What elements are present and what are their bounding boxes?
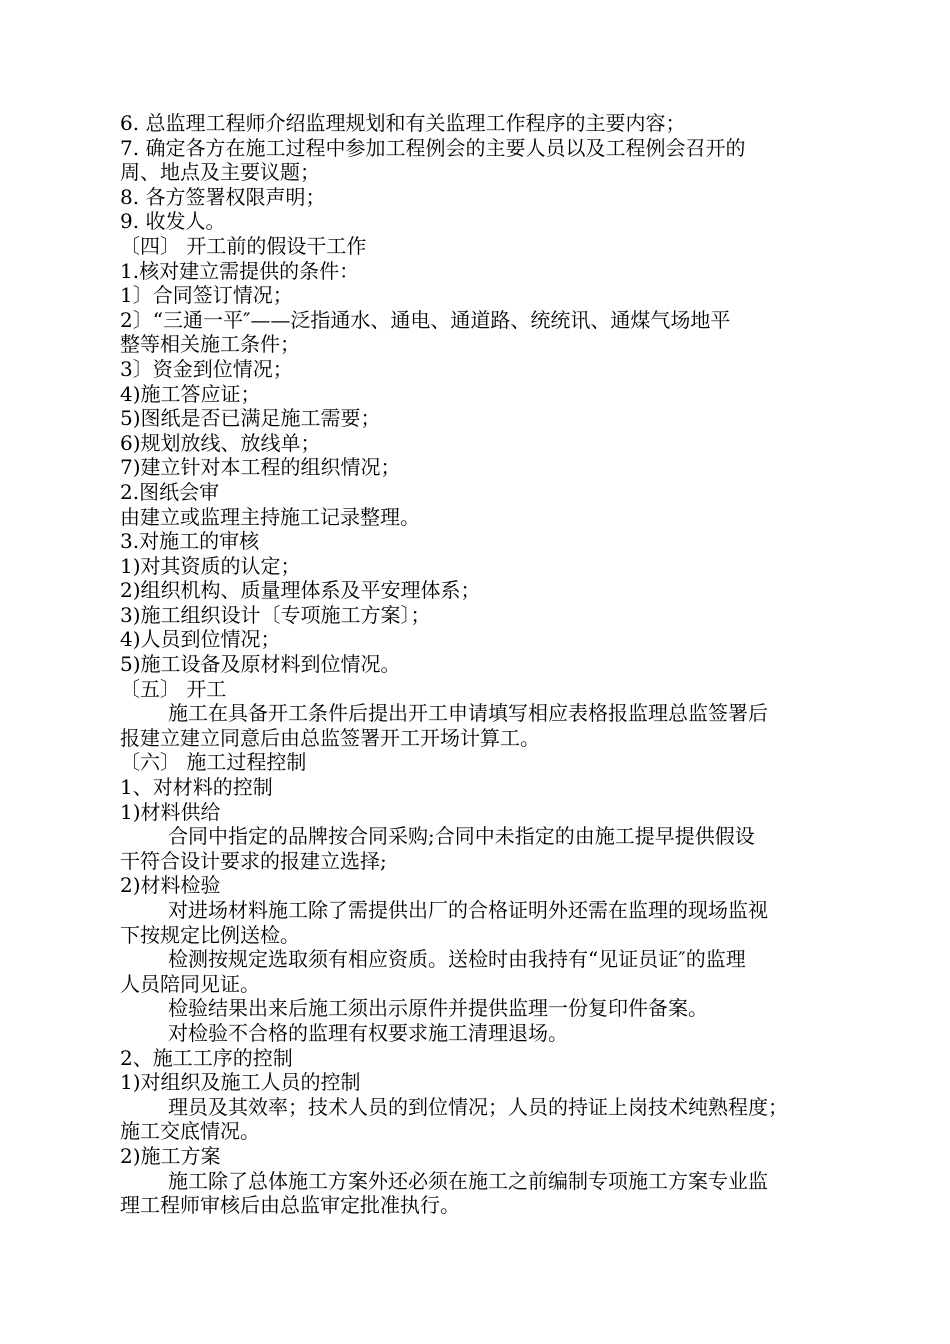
text-line: 检验结果出来后施工须出示原件并提供监理一份复印件备案。 — [168, 996, 708, 1021]
text-line: 1)对其资质的认定； — [120, 553, 301, 578]
text-line: 8. 各方签署权限声明； — [120, 184, 326, 209]
text-line: 人员陪同见证。 — [120, 971, 260, 996]
text-line: 理工程师审核后由总监审定批准执行。 — [120, 1193, 460, 1218]
text-line: 对检验不合格的监理有权要求施工清理退场。 — [168, 1020, 568, 1045]
text-line: 4)施工答应证； — [120, 381, 261, 406]
text-line: 检测按规定选取须有相应资质。送检时由我持有“见证员证″的监理 — [168, 947, 746, 972]
text-line: 5)施工设备及原材料到位情况。 — [120, 652, 401, 677]
text-line: 7. 确定各方在施工过程中参加工程例会的主要人员以及工程例会召开的 — [120, 135, 746, 160]
text-line: 干符合设计要求的报建立选择; — [120, 848, 387, 873]
text-line: 合同中指定的品牌按合同采购;合同中未指定的由施工提早提供假设 — [168, 824, 755, 849]
text-line: 4)人员到位情况； — [120, 627, 281, 652]
text-line: 3)施工组织设计〔专项施工方案〕； — [120, 602, 431, 627]
text-line: 1.核对建立需提供的条件： — [120, 258, 360, 283]
text-line: 施工除了总体施工方案外还必须在施工之前编制专项施工方案专业监 — [168, 1168, 768, 1193]
text-line: 由建立或监理主持施工记录整理。 — [120, 504, 420, 529]
text-line: 对进场材料施工除了需提供出厂的合格证明外还需在监理的现场监视 — [168, 898, 768, 922]
text-line: 5)图纸是否已满足施工需要； — [120, 406, 381, 431]
text-line: 6. 总监理工程师介绍监理规划和有关监理工作程序的主要内容； — [120, 111, 686, 135]
text-line: 〔五〕 开工 — [120, 676, 227, 701]
text-line: 3.对施工的审核 — [120, 529, 260, 554]
text-line: 2.图纸会审 — [120, 479, 220, 504]
text-line: 2)材料检验 — [120, 873, 221, 898]
text-line: 〔四〕 开工前的假设干工作 — [120, 233, 367, 258]
text-line: 报建立建立同意后由总监签署开工开场计算工。 — [120, 725, 540, 750]
text-line: 周、地点及主要议题； — [120, 160, 320, 185]
text-line: 1、对材料的控制 — [120, 775, 273, 800]
text-line: 1〕合同签订情况； — [120, 283, 293, 308]
text-line: 2)施工方案 — [120, 1143, 221, 1168]
text-line: 整等相关施工条件； — [120, 332, 300, 357]
text-line: 1)对组织及施工人员的控制 — [120, 1070, 361, 1095]
document-body — [120, 111, 860, 1218]
text-line: 2〕“三通一平″——泛指通水、通电、通道路、统统讯、通煤气场地平 — [120, 307, 731, 332]
text-line: 3〕资金到位情况； — [120, 356, 293, 381]
text-line: 理员及其效率；技术人员的到位情况；人员的持证上岗技术纯熟程度； — [168, 1094, 788, 1119]
text-line: 7)建立针对本工程的组织情况； — [120, 455, 401, 480]
text-line: 下按规定比例送检。 — [120, 922, 300, 947]
text-line: 2)组织机构、质量理体系及平安理体系； — [120, 578, 481, 603]
text-line: 9. 收发人。 — [120, 209, 226, 234]
text-line: 〔六〕 施工过程控制 — [120, 750, 307, 775]
text-line: 1)材料供给 — [120, 799, 221, 824]
text-line: 施工在具备开工条件后提出开工申请填写相应表格报监理总监签署后 — [168, 701, 768, 726]
text-line: 6)规划放线、放线单； — [120, 430, 321, 455]
text-line: 施工交底情况。 — [120, 1119, 260, 1144]
text-line: 2、施工工序的控制 — [120, 1045, 293, 1070]
